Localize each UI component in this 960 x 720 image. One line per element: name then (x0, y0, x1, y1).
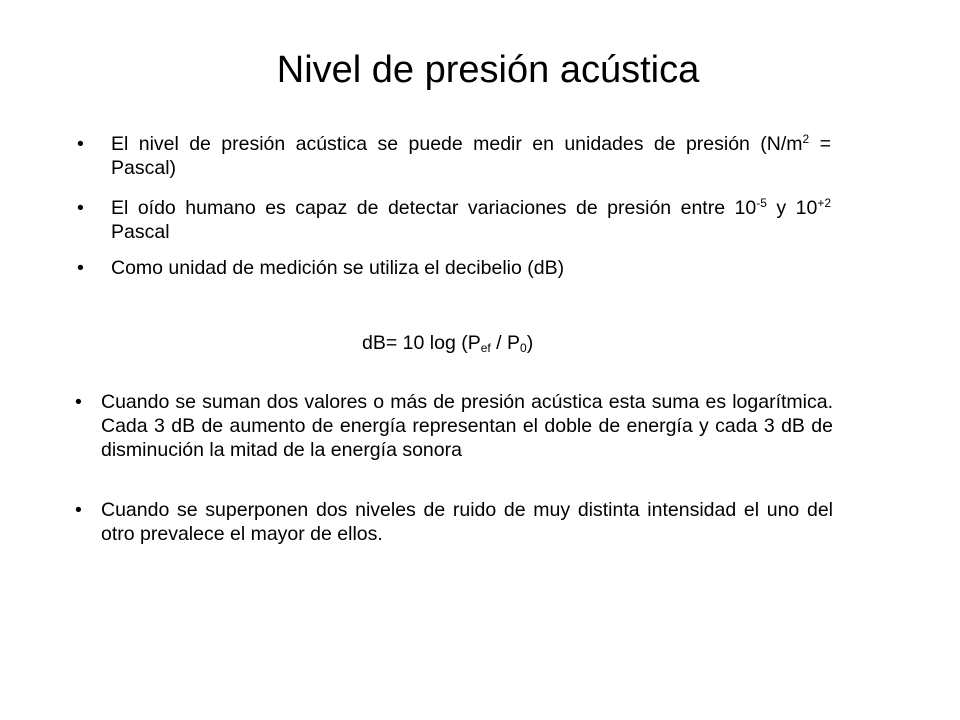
formula-text: / P (490, 332, 520, 354)
bullet-icon: • (77, 197, 84, 219)
bullet-item-ear-range (77, 196, 831, 244)
superscript: +2 (817, 196, 831, 210)
bullet-text: Cuando se suman dos valores o más de presión acústica esta suma es logarítmica. Cada 3 dB de aumento de energía representan el doble de energía y cada 3 dB de disminución la mitad de la energía sonora (101, 391, 833, 461)
superscript: -5 (756, 196, 767, 210)
bullet-text: El oído humano es capaz de detectar variaciones de presión entre 10 (111, 197, 757, 219)
bullet-icon: • (77, 257, 84, 279)
formula-text: ) (526, 332, 534, 354)
bullet-item-decibel-unit (77, 256, 831, 280)
bullet-text: El nivel de presión acústica se puede medir en unidades de presión (N/m (111, 133, 803, 155)
bullet-text: y 10 (766, 197, 818, 219)
bullet-icon: • (77, 133, 84, 155)
decibel-formula (362, 330, 533, 356)
lower-bullet-list (75, 390, 833, 546)
slide-title: Nivel de presión acústica (276, 49, 700, 91)
bullet-text: = Pascal) (111, 133, 831, 179)
subscript: 0 (520, 341, 527, 355)
bullet-icon: • (75, 391, 82, 413)
bullet-item-pressure-units (77, 132, 831, 180)
upper-bullet-list (77, 132, 831, 280)
formula-text: dB= 10 log (P (362, 332, 481, 354)
bullet-icon: • (75, 499, 82, 521)
bullet-item-superposition (75, 498, 833, 546)
superscript: 2 (802, 132, 810, 146)
subscript: ef (480, 341, 491, 355)
bullet-item-logarithmic-sum (75, 390, 833, 462)
bullet-text: Pascal (111, 221, 170, 243)
bullet-text: Cuando se superponen dos niveles de ruido de muy distinta intensidad el uno del otro prevalece el mayor de ellos. (101, 499, 833, 545)
bullet-text: Como unidad de medición se utiliza el decibelio (dB) (111, 257, 565, 279)
